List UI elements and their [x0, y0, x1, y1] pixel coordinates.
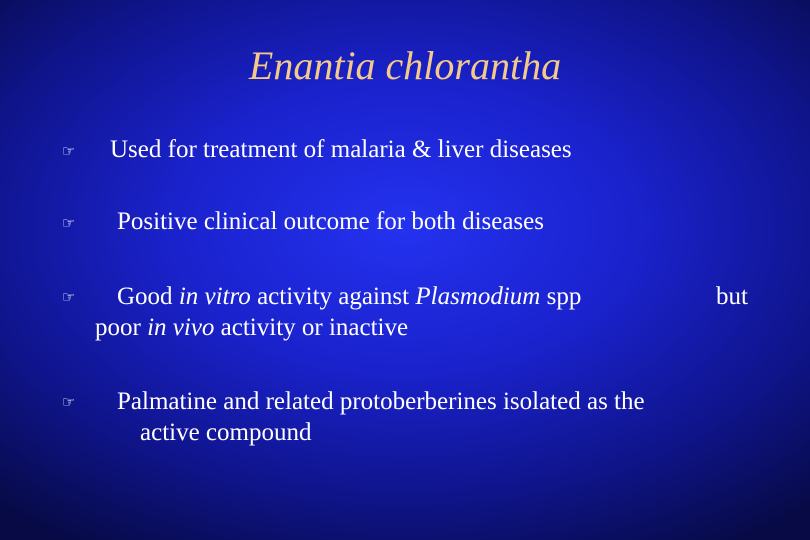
bullet-1-text: Used for treatment of malaria & liver diseases	[110, 136, 572, 163]
bullet-3-line-1	[117, 282, 581, 312]
bullet-3-text-c: activity against	[250, 283, 416, 310]
bullet-2-text: Positive clinical outcome for both diseases	[117, 208, 544, 235]
pointing-hand-bullet-icon: ☞	[62, 393, 76, 411]
pointing-hand-bullet-icon: ☞	[62, 142, 76, 160]
bullet-3-in-vitro: in vitro	[178, 283, 251, 310]
pointing-hand-bullet-icon: ☞	[62, 288, 76, 306]
bullet-3-text-e: spp	[540, 283, 582, 310]
bullet-4-line-2: active compound	[140, 419, 312, 446]
bullet-3-text-a: Good	[117, 283, 179, 310]
bullet-3-in-vivo: in vivo	[147, 314, 215, 341]
bullet-3-text-poor: poor	[95, 314, 148, 341]
bullet-3-text-tail: activity or inactive	[214, 314, 409, 341]
pointing-hand-bullet-icon: ☞	[62, 214, 76, 232]
bullet-4-line-1: Palmatine and related protoberberines isolated as the	[117, 388, 645, 415]
bullet-3-plasmodium: Plasmodium	[415, 283, 541, 310]
bullet-3-line-2	[95, 313, 408, 343]
bullet-3-but: but	[716, 283, 748, 310]
slide-title: Enantia chlorantha	[248, 43, 562, 88]
